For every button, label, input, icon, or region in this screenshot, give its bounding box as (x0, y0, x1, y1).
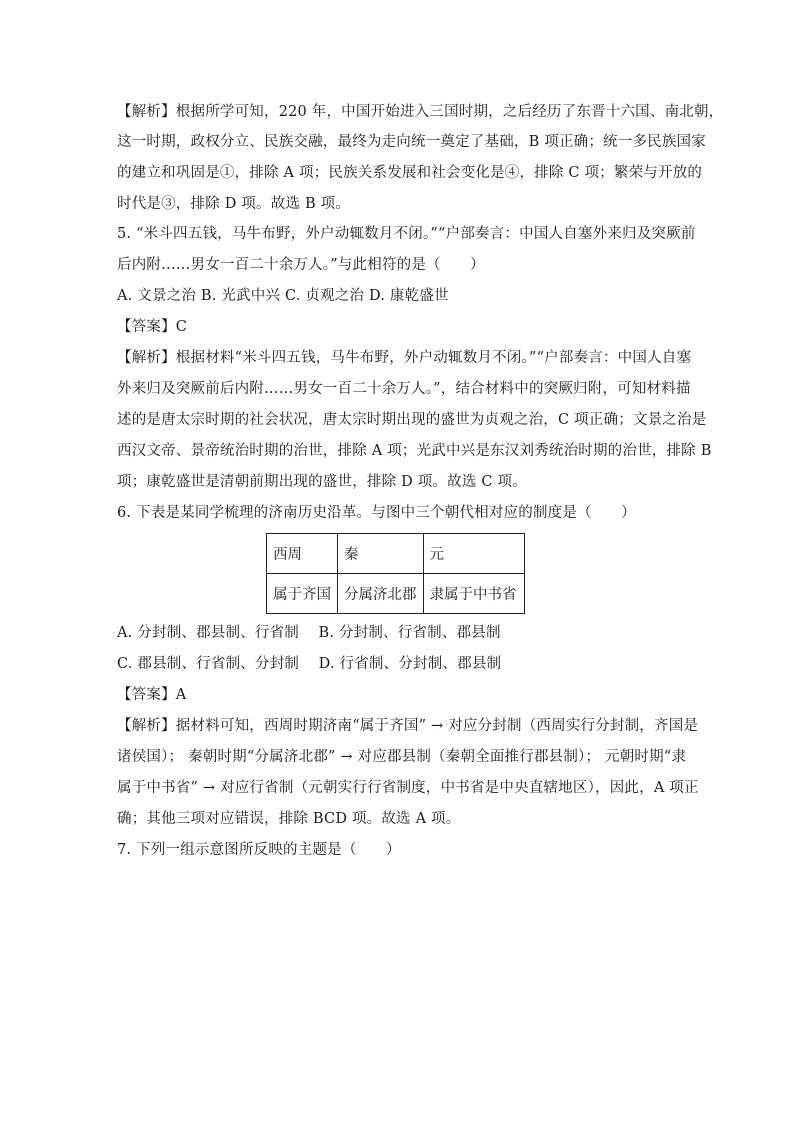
analysis-q6-line-4: 确；其他三项对应错误，排除 BCD 项。故选 A 项。 (117, 811, 461, 827)
table-cell-yuan: 元 (423, 534, 524, 574)
analysis-q5-line-1: 【解析】根据材料“米斗四五钱，马牛布野，外户动辄数月不闭。”“户部奏言：中国人自塞 (117, 350, 692, 366)
analysis-q4-line-4: 时代是③，排除 D 项。故选 B 项。 (117, 196, 351, 212)
table-cell-zhongshu: 隶属于中书省 (423, 574, 524, 614)
table-cell-jibei: 分属济北郡 (338, 574, 424, 614)
jinan-history-table (266, 533, 525, 614)
table-cell-qi: 属于齐国 (267, 574, 338, 614)
question-6-options-cd: C. 郡县制、行省制、分封制 D. 行省制、分封制、郡县制 (117, 656, 502, 672)
question-6-options-ab: A. 分封制、郡县制、行省制 B. 分封制、行省制、郡县制 (117, 625, 501, 641)
table-cell-western-zhou: 西周 (267, 534, 338, 574)
analysis-q5-line-2: 外来归及突厥前后内附……男女一百二十余万人。”，结合材料中的突厥归附，可知材料描 (117, 381, 691, 397)
analysis-q6-line-3: 属于中书省” → 对应行省制（元朝实行行省制度，中书省是中央直辖地区），因此，A 项正 (117, 780, 699, 796)
question-5-line-1: 5. “米斗四五钱，马牛布野，外户动辄数月不闭。”“户部奏言：中国人自塞外来归及突厥前 (117, 226, 696, 242)
question-7-stem: 7. 下列一组示意图所反映的主题是（ ） (117, 842, 401, 858)
answer-q5: 【答案】C (117, 319, 188, 335)
analysis-q4-line-3: 的建立和巩固是①，排除 A 项；民族关系发展和社会变化是④，排除 C 项；繁荣与开放的 (117, 165, 703, 181)
table-row (267, 574, 525, 614)
question-5-line-2: 后内附……男女一百二十余万人。”与此相符的是（ ） (117, 257, 485, 273)
analysis-q5-line-3: 述的是唐太宗时期的社会状况，唐太宗时期出现的盛世为贞观之治，C 项正确；文景之治是 (117, 412, 707, 428)
analysis-q6-line-1: 【解析】据材料可知，西周时期济南“属于齐国” → 对应分封制（西周实行分封制，齐国是 (117, 718, 699, 734)
table-row (267, 534, 525, 574)
analysis-q5-line-4: 西汉文帝、景帝统治时期的治世，排除 A 项；光武中兴是东汉刘秀统治时期的治世，排除 B (117, 443, 712, 459)
question-5-options: A. 文景之治 B. 光武中兴 C. 贞观之治 D. 康乾盛世 (117, 288, 449, 304)
answer-q6: 【答案】A (117, 687, 187, 703)
analysis-q4-line-1: 【解析】根据所学可知，220 年，中国开始进入三国时期，之后经历了东晋十六国、南北朝， (117, 104, 724, 120)
analysis-q5-line-5: 项；康乾盛世是清朝前期出现的盛世，排除 D 项。故选 C 项。 (117, 474, 527, 490)
table-cell-qin: 秦 (338, 534, 424, 574)
analysis-q4-line-2: 这一时期，政权分立、民族交融，最终为走向统一奠定了基础，B 项正确；统一多民族国家 (117, 134, 706, 150)
analysis-q6-line-2: 诸侯国）； 秦朝时期“分属济北郡” → 对应郡县制（秦朝全面推行郡县制）； 元朝时期“隶 (117, 749, 687, 765)
question-6-stem: 6. 下表是某同学梳理的济南历史沿革。与图中三个朝代相对应的制度是（ ） (117, 505, 636, 521)
